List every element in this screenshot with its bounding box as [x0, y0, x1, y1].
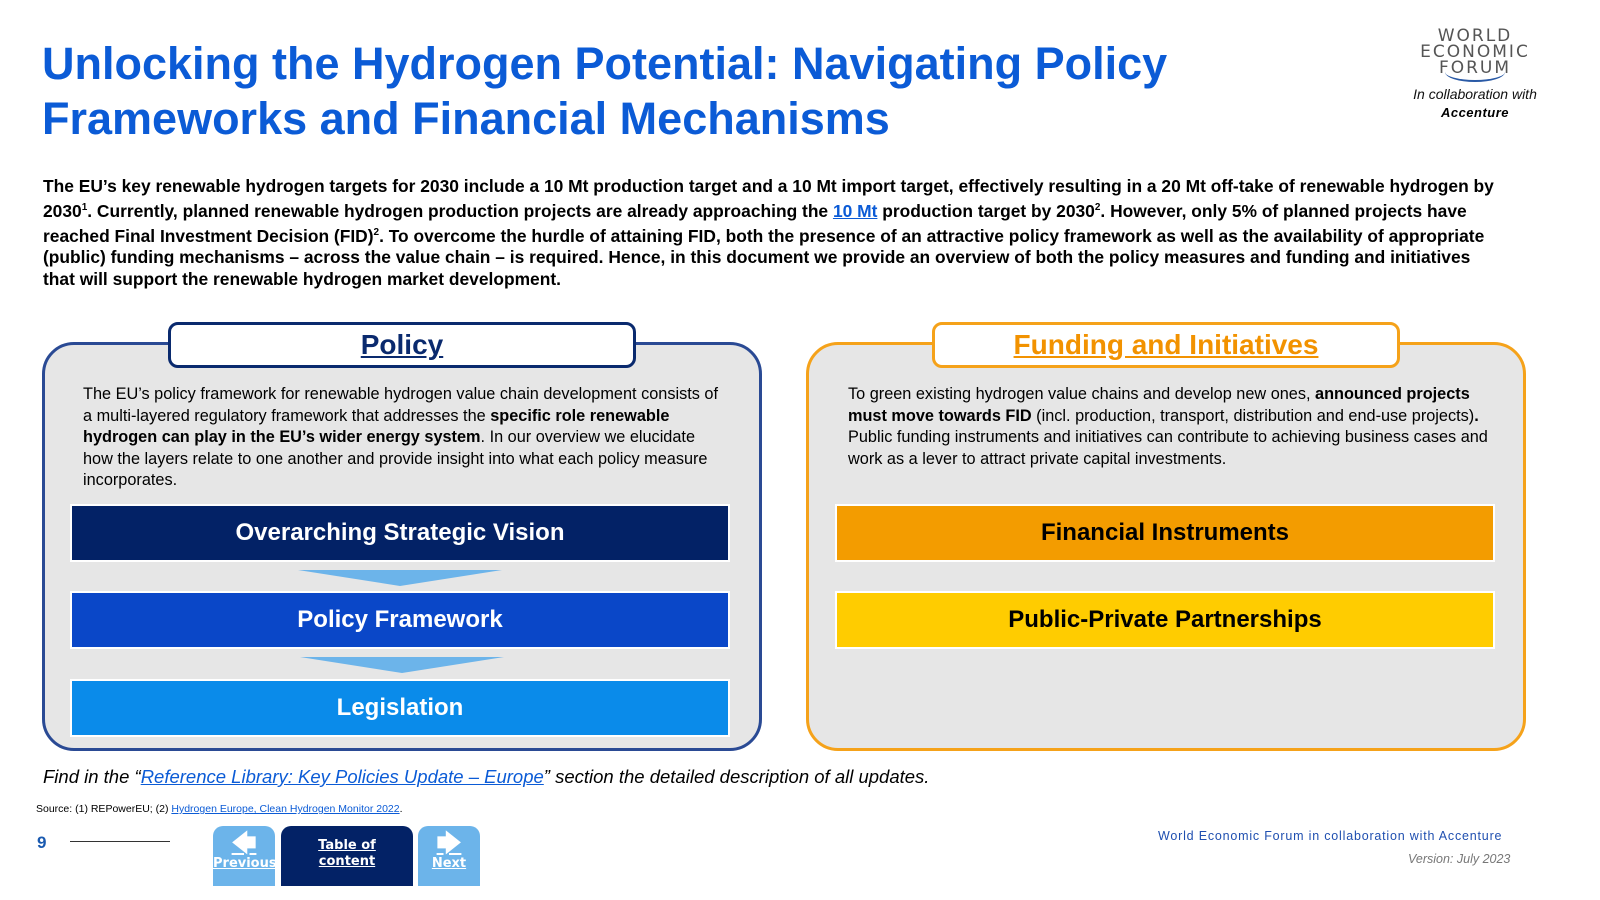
intro-text: . However, only 5% of planned projects have reached Final Investment Decision (FID): [43, 201, 1467, 247]
collab-text: In collaboration with: [1413, 86, 1537, 102]
intro-text: . Currently, planned renewable hydrogen production projects are already approaching the: [87, 201, 833, 222]
footnote-ref: 1: [81, 202, 88, 214]
legislation-bar[interactable]: Legislation: [70, 679, 730, 737]
previous-button[interactable]: [213, 826, 275, 886]
text: . In our overview we elucidate how the layers relate to one another and provide insight into what each policy measure incorporates.: [83, 428, 708, 489]
footer-org: World Economic Forum in collaboration with Accenture: [1158, 829, 1503, 843]
reference-library-link[interactable]: Reference Library: Key Policies Update – Europe: [140, 766, 544, 787]
next-button[interactable]: [418, 826, 480, 886]
toc-label: Table of: [318, 838, 376, 853]
arrow-left-icon: 🡄: [231, 829, 257, 857]
source-link[interactable]: Hydrogen Europe, Clean Hydrogen Monitor 2022: [171, 803, 400, 815]
logo-line: FORUM: [1438, 58, 1512, 78]
text: To green existing hydrogen value chains and develop new ones,: [848, 385, 1316, 403]
text: .: [399, 803, 403, 815]
10mt-link[interactable]: 10 Mt: [832, 201, 878, 222]
funding-description: [848, 384, 1488, 470]
strategic-vision-bar[interactable]: Overarching Strategic Vision: [70, 504, 730, 562]
page-title: Unlocking the Hydrogen Potential: Navigating Policy Frameworks and Financial Mechanisms: [42, 38, 1168, 144]
source-note: [36, 803, 403, 815]
intro-text: . To overcome the hurdle of attaining FID, both the presence of an attractive policy framework as well as the availability of appropriate (public) funding mechanisms – across the value chain – is required. Hence, in this document we provide an overview of both the policy measures and funding and initiatives that will support the renewable hydrogen market development.: [43, 226, 1485, 289]
text: (incl. production, transport, distribution and end-use projects): [1031, 406, 1475, 425]
partner-name: Accenture: [1440, 105, 1510, 120]
down-arrow-icon: [300, 657, 504, 673]
version-text: Version: July 2023: [1408, 852, 1511, 866]
bold-text: .: [1474, 406, 1479, 425]
wef-logo: [1405, 28, 1545, 120]
policy-framework-bar[interactable]: Policy Framework: [70, 591, 730, 649]
policy-description: [83, 384, 723, 492]
text: Source: (1) REPowerEU; (2): [36, 803, 172, 815]
toc-label: content: [318, 854, 376, 869]
reference-note: [43, 766, 929, 788]
logo-line: WORLD: [1437, 26, 1513, 46]
arrow-right-icon: 🡆: [436, 829, 462, 857]
page-number: 9: [37, 833, 47, 852]
next-label: Next: [431, 856, 467, 871]
intro-text: production target by 2030: [877, 201, 1095, 222]
policy-heading[interactable]: Policy: [168, 322, 636, 368]
intro-paragraph: [43, 176, 1503, 290]
text: The EU’s policy framework for renewable hydrogen value chain development consists of a multi-layered regulatory framework that addresses the: [83, 385, 718, 425]
ppp-bar[interactable]: Public-Private Partnerships: [835, 591, 1495, 649]
footnote-ref: 2: [1094, 202, 1101, 214]
toc-button[interactable]: [281, 826, 413, 886]
funding-heading[interactable]: Funding and Initiatives: [932, 322, 1400, 368]
text: Public funding instruments and initiatives can contribute to achieving business cases and work as a lever to attract private capital investments.: [848, 428, 1488, 468]
intro-text: The EU’s key renewable hydrogen targets for 2030 include a 10 Mt production target and a 10 Mt import target, effectively resulting in a 20 Mt off-take of renewable hydrogen by 2030: [43, 176, 1494, 222]
footnote-ref: 2: [373, 227, 380, 239]
down-arrow-icon: [298, 570, 502, 586]
financial-instruments-bar[interactable]: Financial Instruments: [835, 504, 1495, 562]
bold-text: specific role renewable hydrogen can play in the EU’s wider energy system: [83, 406, 670, 446]
text: ” section the detailed description of all updates.: [543, 766, 930, 787]
text: Find in the “: [43, 766, 141, 787]
divider: [70, 841, 170, 842]
logo-line: ECONOMIC: [1420, 42, 1530, 62]
bold-text: announced projects must move towards FID: [848, 385, 1470, 425]
previous-label: Previous: [213, 856, 277, 871]
